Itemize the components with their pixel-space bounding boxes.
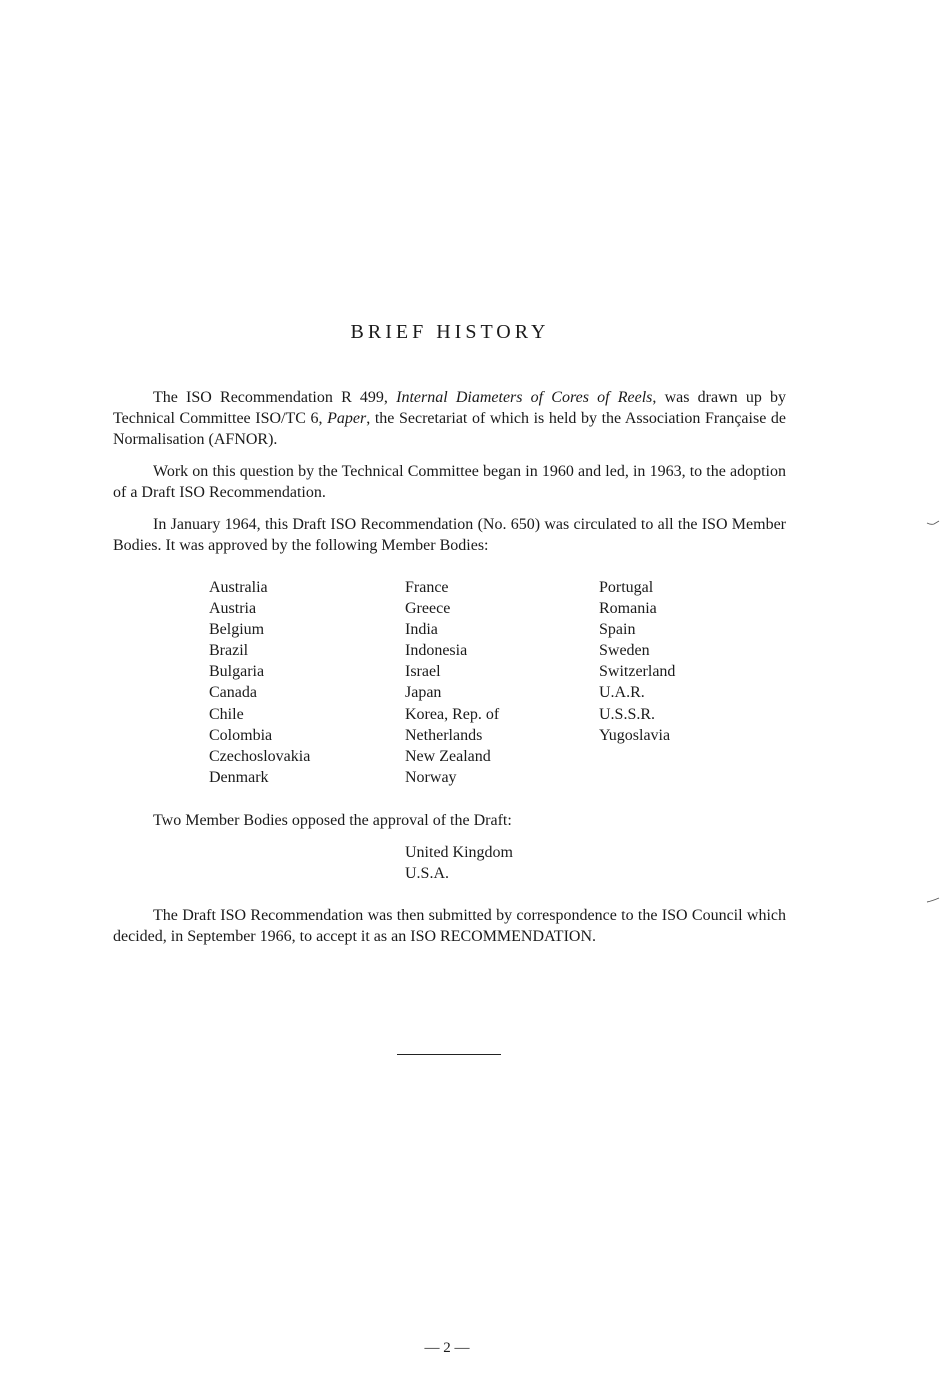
- member-body: Indonesia: [405, 642, 468, 660]
- opposing-members-list: [405, 842, 513, 884]
- member-body: U.S.S.R.: [599, 705, 656, 723]
- section-divider: [397, 1054, 501, 1055]
- approving-members-column-1: [209, 577, 310, 788]
- member-body: New Zealand: [405, 747, 491, 765]
- paragraph-work: [113, 461, 786, 503]
- member-body: Greece: [405, 600, 451, 618]
- paragraph-acceptance-text: The Draft ISO Recommendation was then submitted by correspondence to the ISO Council which decided, in September 1966, to accept it as an ISO RECOMMENDATION.: [113, 907, 786, 945]
- committee-name: Paper: [327, 410, 367, 427]
- page-number: — 2 —: [424, 1340, 470, 1356]
- member-body: Denmark: [209, 768, 269, 786]
- member-body: Yugoslavia: [599, 726, 671, 744]
- member-body: Belgium: [209, 621, 265, 639]
- recommendation-title: Internal Diameters of Cores of Reels: [396, 389, 653, 406]
- member-body: Portugal: [599, 579, 654, 596]
- member-body: Australia: [209, 579, 268, 596]
- member-body: U.A.R.: [599, 684, 645, 702]
- paragraph-opposition: [113, 810, 786, 831]
- paragraph-circulation-text: In January 1964, this Draft ISO Recommendation (No. 650) was circulated to all the ISO Member Bodies. It was approved by the following Member Bodies:: [113, 516, 786, 554]
- member-body: Israel: [405, 663, 441, 681]
- member-body: U.S.A.: [405, 865, 450, 882]
- margin-mark: [926, 897, 940, 903]
- paragraph-origin-text-2: , was drawn up by Technical Committee ISO/TC 6,: [113, 389, 787, 427]
- member-body: Korea, Rep. of: [405, 705, 500, 723]
- member-body: Brazil: [209, 642, 249, 660]
- member-body: Chile: [209, 705, 244, 723]
- member-body: United Kingdom: [405, 844, 513, 861]
- paragraph-origin-text-1: The ISO Recommendation R 499,: [153, 389, 397, 406]
- member-body: Austria: [209, 600, 257, 618]
- member-body: Colombia: [209, 726, 273, 744]
- member-body: India: [405, 621, 438, 639]
- approving-members-column-2: [405, 577, 499, 788]
- member-body: France: [405, 579, 449, 596]
- paragraph-origin: [113, 387, 786, 450]
- paragraph-circulation: [113, 514, 786, 556]
- paragraph-work-text: Work on this question by the Technical Committee began in 1960 and led, in 1963, to the adoption of a Draft ISO Recommendation.: [113, 463, 786, 501]
- member-body: Norway: [405, 768, 457, 786]
- margin-mark: [926, 520, 940, 526]
- member-body: Spain: [599, 621, 636, 639]
- approving-members-column-3: [599, 577, 675, 746]
- member-body: Netherlands: [405, 726, 483, 744]
- member-body: Switzerland: [599, 663, 676, 681]
- member-body: Sweden: [599, 642, 650, 660]
- member-body: Japan: [405, 684, 442, 702]
- member-body: Bulgaria: [209, 663, 265, 681]
- page-title: BRIEF HISTORY: [350, 321, 550, 343]
- member-body: Canada: [209, 684, 257, 702]
- member-body: Czechoslovakia: [209, 747, 311, 765]
- paragraph-opposition-text: Two Member Bodies opposed the approval of the Draft:: [153, 812, 512, 829]
- paragraph-origin-text-3: , the Secretariat of which is held by the Association Française de Normalisation (AFNOR).: [113, 410, 786, 448]
- paragraph-acceptance: [113, 905, 786, 947]
- member-body: Romania: [599, 600, 657, 618]
